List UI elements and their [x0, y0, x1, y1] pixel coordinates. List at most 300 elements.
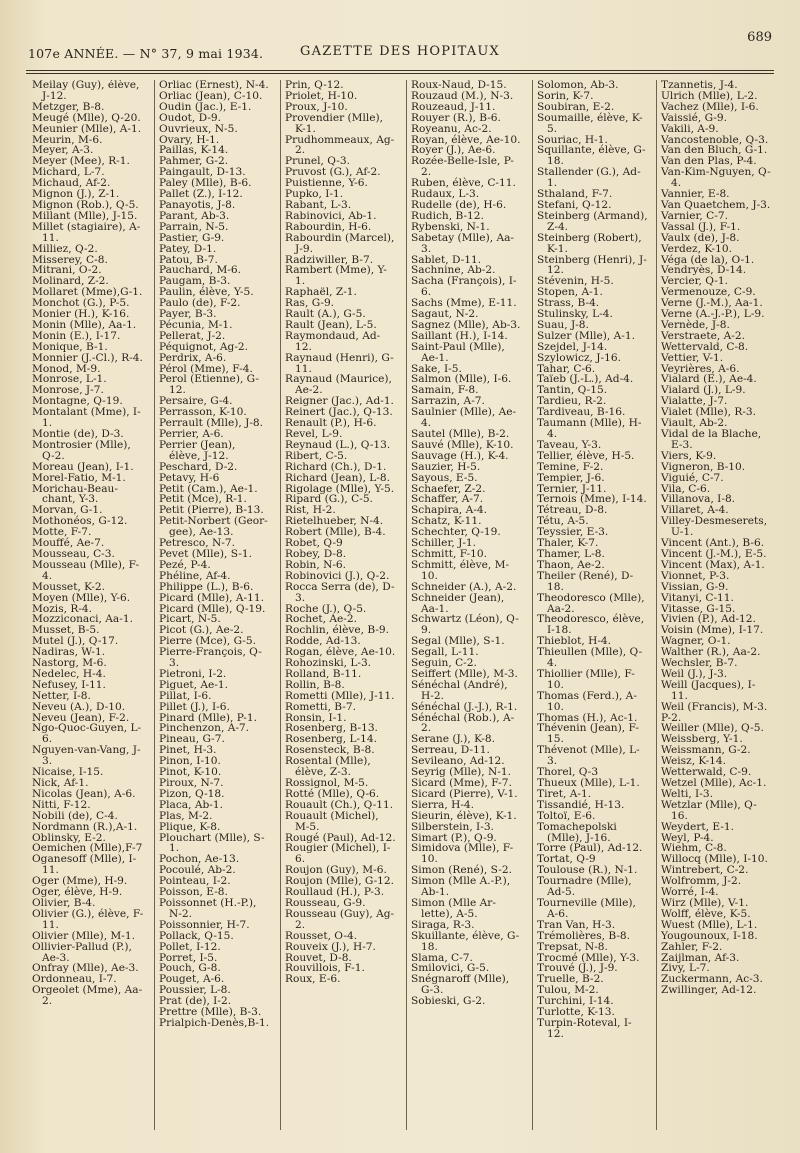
index-entry: Meugé (Mlle), Q-20.	[32, 111, 141, 124]
index-entry: Weiller (Mlle), Q-5.	[661, 722, 764, 735]
index-entry: Vincent (Ant.), B-6.	[661, 537, 765, 550]
index-entry: Rougier (Michel), I-6.	[285, 842, 391, 866]
index-entry: Mitrani, O-2.	[32, 264, 102, 277]
index-entry: Musset, B-5.	[32, 624, 100, 637]
index-entry: Oemichen (Mlle),F-7	[32, 842, 143, 855]
index-entry: Pierre (Mce), G-5.	[159, 635, 256, 648]
index-entry: Viguié, C-7.	[661, 471, 724, 484]
index-entry: Peschard, D-2.	[159, 460, 238, 473]
index-entry: Plas, M-2.	[159, 809, 213, 822]
index-entry: Ribert, C-5.	[285, 449, 348, 462]
index-entry: Schapira, A-4.	[411, 504, 487, 517]
index-entry: Wetzel (Mlle), Ac-1.	[661, 777, 767, 789]
index-entry: Vialatte, J-7.	[661, 395, 728, 408]
index-entry: Schmitt, élève, M-10.	[411, 558, 510, 582]
index-entry: Sierra, H-4.	[411, 798, 475, 811]
index-entry: Stopen, A-1.	[537, 286, 603, 299]
index-entry: Provendier (Mlle), K-1.	[285, 111, 384, 135]
index-entry: Péquignot, Ag-2.	[159, 340, 249, 353]
index-entry: Viers, K-9.	[661, 449, 717, 462]
index-entry: Toulouse (R.), N-1.	[537, 864, 638, 877]
index-entry: Trepsat, N-8.	[537, 940, 608, 953]
index-entry: Perol (Etienne), G-12.	[159, 373, 259, 397]
index-entry: Robet, Q-9	[285, 537, 343, 550]
index-entry: Pinot, K-10.	[159, 766, 222, 779]
index-entry: Schmitt, F-10.	[411, 547, 487, 560]
index-entry: Strass, B-4.	[537, 297, 600, 310]
index-entry: Vassal (J.), F-1.	[661, 220, 741, 233]
index-entry: Vannier, E-8.	[661, 188, 730, 201]
index-column-5	[532, 80, 650, 1130]
index-entry: Pillet (J.), I-6.	[159, 700, 230, 713]
index-entry: Roux-Naud, D-15.	[411, 80, 507, 91]
index-entry: Mothonéos, G-12.	[32, 515, 128, 528]
index-entry: Sicard (Mme), F-7.	[411, 777, 512, 789]
index-entry: Zahler, F-2.	[661, 940, 723, 953]
index-entry: Pillat, I-6.	[159, 689, 212, 702]
index-entry: Plouchart (Mlle), S-1.	[159, 831, 265, 855]
index-entry: Segall, L-11.	[411, 646, 479, 659]
index-entry: Schiller, J-1.	[411, 537, 477, 550]
index-entry: Puistienne, Y-6.	[285, 177, 368, 190]
index-entry: Raphaël, Z-1.	[285, 286, 357, 299]
index-entry: Thieblot, H-4.	[537, 635, 612, 648]
index-entry: Stefani, Q-12.	[537, 198, 612, 211]
issue-info: 107e ANNÉE. — N° 37, 9 mai 1934.	[28, 46, 264, 61]
index-entry: Mutel (J.), Q-17.	[32, 635, 119, 648]
index-entry: Sthaland, F-7.	[537, 188, 613, 201]
index-entry: Ngo-Quoc-Guyen, L-6.	[32, 722, 142, 746]
index-entry: Neveu (A.), D-10.	[32, 700, 126, 713]
index-entry: Rousseau (Guy), Ag-2.	[285, 907, 395, 931]
header-rule	[26, 70, 774, 71]
index-entry: Vitanyi, C-11.	[661, 591, 734, 604]
index-entry: Turchini, I-14.	[537, 995, 614, 1008]
index-entry: Pinard (Mlle), P-1.	[159, 711, 257, 724]
index-entry: Petresco, N-7.	[159, 537, 235, 550]
index-entry: Sake, I-5.	[411, 362, 462, 375]
index-entry: Petit (Pierre), B-13.	[159, 504, 264, 517]
publication-title: GAZETTE DES HOPITAUX	[300, 44, 500, 59]
index-entry: Pinchenzon, A-7.	[159, 722, 250, 735]
index-entry: Theodoresco, élève, I-18.	[537, 613, 645, 637]
index-entry: Rossignol, M-5.	[285, 777, 369, 789]
index-entry: Wolfromm, J-2.	[661, 875, 742, 888]
index-entry: Meunier (Mlle), A-1.	[32, 122, 142, 135]
index-entry: Paulo (de), F-2.	[159, 297, 241, 310]
index-entry: Persaire, G-4.	[159, 395, 233, 408]
index-entry: Tzannetis, J-4.	[661, 80, 738, 91]
index-entry: Robin, N-6.	[285, 558, 347, 571]
index-entry: Sevileano, Ad-12.	[411, 755, 505, 768]
index-entry: Vialard (J.), L-9.	[661, 384, 746, 397]
index-entry: Segal (Mlle), S-1.	[411, 635, 505, 648]
index-entry: Poisson, E-8.	[159, 886, 228, 899]
index-entry: Saillant (H.), I-14.	[411, 329, 508, 342]
index-entry: Wagner, O-1.	[661, 635, 731, 648]
index-entry: Wiehm, C-8.	[661, 842, 727, 855]
index-entry: Zwillinger, Ad-12.	[661, 984, 757, 997]
index-entry: Morel-Fatio, M-1.	[32, 471, 126, 484]
index-entry: Tissandié, H-13.	[537, 798, 625, 811]
index-entry: Mousseau, C-3.	[32, 547, 115, 560]
index-entry: Rudelle (de), H-6.	[411, 198, 507, 211]
index-entry: Oudin (Jac.), E-1.	[159, 100, 252, 113]
index-entry: Nastorg, M-6.	[32, 657, 107, 670]
index-entry: Weil (Francis), M-3.	[661, 700, 768, 713]
index-entry: Millet (stagiaire), A-11.	[32, 220, 141, 244]
index-entry: Raymondaud, Ad-12.	[285, 329, 381, 353]
index-entry: Rotté (Mlle), Q-6.	[285, 787, 380, 800]
index-entry: Varnier, C-7.	[661, 209, 728, 222]
index-entry: Meilay (Guy), élève, J-12.	[32, 80, 140, 102]
index-entry: Roujon (Guy), M-6.	[285, 864, 387, 877]
index-entry: Meurin, M-6.	[32, 133, 103, 146]
index-entry: Renault (P.), H-6.	[285, 417, 377, 430]
index-entry: Pupko, I-1.	[285, 188, 344, 201]
index-entry: Oger, élève, H-9.	[32, 886, 123, 899]
index-entry: Rouault (Michel), M-5.	[285, 809, 379, 833]
index-entry: Simidova (Mlle), F-10.	[411, 842, 514, 866]
index-entry: Prunel, Q-3.	[285, 155, 350, 168]
index-entry: Mignon (J.), Z-1.	[32, 188, 120, 201]
index-entry: Wolff, élève, K-5.	[661, 907, 751, 920]
index-entry: Ras, G-9.	[285, 297, 335, 310]
index-entry: Villaret, A-4.	[661, 504, 729, 517]
index-entry: Piguet, Ae-1.	[159, 678, 228, 691]
index-entry: Montrosier (Mlle), Q-2.	[32, 438, 131, 462]
index-entry: Olivier (G.), élève, F-11.	[32, 907, 144, 931]
index-entry: Schaefer, Z-2.	[411, 482, 486, 495]
index-entry: Sauvage (H.), K-4.	[411, 449, 509, 462]
index-entry: Reynaud (L.), Q-13.	[285, 438, 391, 451]
index-entry: Mozziconaci, Aa-1.	[32, 613, 133, 626]
index-entry: Moyen (Mlle), Y-6.	[32, 591, 131, 604]
index-entry: Willocq (Mlle), I-10.	[661, 853, 768, 866]
index-entry: Stallender (G.), Ad-1.	[537, 166, 641, 190]
index-entry: Weisz, K-14.	[661, 755, 727, 768]
index-entry: Wettervald, C-8.	[661, 340, 749, 353]
index-entry: Morvan, G-1.	[32, 504, 103, 517]
index-entry: Ollivier-Pallud (P.), Ae-3.	[32, 940, 132, 964]
index-entry: Royer (J.), Ae-6.	[411, 144, 496, 157]
index-entry: Sachnine, Ab-2.	[411, 264, 496, 277]
index-entry: Nitti, F-12.	[32, 798, 91, 811]
index-entry: Rosenberg, L-14.	[285, 733, 377, 746]
index-entry: Petit (Cam.), Ae-1.	[159, 482, 258, 495]
index-entry: Pauchard, M-6.	[159, 264, 241, 277]
index-entry: P-2.	[661, 711, 682, 724]
index-entry: Rosenberg, B-13.	[285, 722, 378, 735]
index-entry: Sagaut, N-2.	[411, 308, 479, 321]
index-entry: Orgeolet (Mme), Aa-2.	[32, 984, 143, 1008]
index-entry: Rouyer (R.), B-6.	[411, 111, 501, 124]
index-entry: Samain, F-8.	[411, 384, 479, 397]
index-entry: Serane (J.), K-8.	[411, 733, 495, 746]
index-entry: Rambert (Mme), Y-1.	[285, 264, 387, 288]
index-entry: Worré, I-4.	[661, 886, 719, 899]
index-entry: Temine, F-2.	[537, 460, 604, 473]
index-entry: Zuckermann, Ac-3.	[661, 973, 763, 986]
index-entry: Verne (A.-J.-P.), L-9.	[661, 308, 765, 321]
index-entry: Saulnier (Mlle), Ae-4.	[411, 406, 517, 430]
index-entry: Wirz (Mlle), V-1.	[661, 896, 749, 909]
index-entry: Radziwiller, B-7.	[285, 253, 374, 266]
index-entry: Sorin, K-7.	[537, 89, 594, 102]
index-entry: Roujon (Mlle), G-12.	[285, 875, 395, 888]
index-entry: Perrier, A-6.	[159, 428, 224, 440]
index-entry: Patey, D-1.	[159, 242, 217, 255]
index-entry: Vancostenoble, Q-3.	[661, 133, 769, 146]
index-entry: Rietelhueber, N-4.	[285, 515, 384, 528]
index-entry: Rist, H-2.	[285, 504, 336, 517]
index-entry: Monrose, J-7.	[32, 384, 104, 397]
index-column-4	[406, 80, 524, 1130]
index-entry: Roche (J.), Q-5.	[285, 602, 367, 615]
index-entry: Tétu, A-5.	[537, 515, 589, 528]
index-entry: Poissonnier, H-7.	[159, 918, 250, 931]
index-entry: Sachs (Mme), E-11.	[411, 297, 517, 310]
index-entry: Monnier (J.-Cl.), R-4.	[32, 351, 143, 364]
index-entry: Steinberg (Robert), K-1.	[537, 231, 642, 255]
index-entry: Verne (J.-M.), Aa-1.	[661, 297, 763, 310]
index-entry: Sieurin, élève), K-1.	[411, 809, 517, 822]
index-entry: Rouault (Ch.), Q-11.	[285, 798, 394, 811]
page-header	[28, 30, 772, 66]
index-entry: Sauzier, H-5.	[411, 460, 481, 473]
index-entry: Priolet, H-10.	[285, 89, 358, 102]
index-entry: Tulou, M-2.	[537, 984, 599, 997]
index-entry: Thorel, Q-3	[537, 766, 599, 779]
index-entry: Raynaud (Henri), G-11.	[285, 351, 394, 375]
index-entry: Poussier, L-8.	[159, 984, 231, 997]
index-entry: Thévenot (Mlle), L-3.	[537, 744, 640, 768]
index-entry: Pérol (Mme), F-4.	[159, 362, 253, 375]
index-entry: Rousset, O-4.	[285, 929, 358, 942]
index-entry: Picard (Mlle), Q-19.	[159, 602, 266, 615]
index-entry: Ternier, J-11.	[537, 482, 607, 495]
index-entry: Veyrières, A-6.	[661, 362, 740, 375]
index-entry: Tantin, Q-15.	[537, 384, 608, 397]
index-entry: Perrier (Jean), élève, J-12.	[159, 438, 236, 462]
index-entry: Monchot (G.), P-5.	[32, 297, 130, 310]
index-entry: Parant, Ab-3.	[159, 209, 230, 222]
index-entry: Simon (René), S-2.	[411, 864, 512, 877]
index-entry: Schneider (Jean), Aa-1.	[411, 591, 505, 615]
index-entry: Pouch, G-8.	[159, 962, 221, 975]
index-entry: Vitasse, G-15.	[661, 602, 736, 615]
index-entry: Sagnez (Mlle), Ab-3.	[411, 318, 521, 331]
index-entry: Stévenin, H-5.	[537, 275, 614, 288]
index-entry: Toltoï, E-6.	[537, 809, 596, 822]
index-entry: Schaffer, A-7.	[411, 493, 484, 506]
index-column-3	[280, 80, 398, 1130]
index-entry: Thaler, K-7.	[537, 537, 599, 550]
index-entry: Perrasson, K-10.	[159, 406, 247, 419]
index-entry: Rouzaud (M.), N-3.	[411, 89, 514, 102]
index-entry: Oudot, D-9.	[159, 111, 222, 124]
index-entry: Tortat, Q-9	[537, 853, 596, 866]
index-entry: Thaon, Ae-2.	[537, 558, 605, 571]
index-entry: Rudich, B-12.	[411, 209, 484, 222]
index-entry: Rudaux, L-3.	[411, 188, 480, 201]
index-entry: Sénéchal (J.-J.), R-1.	[411, 700, 518, 713]
index-entry: Taveau, Y-3.	[537, 438, 602, 451]
index-entry: Thomas (H.), Ac-1.	[537, 711, 638, 724]
index-entry: Monod, M-9.	[32, 362, 101, 375]
index-entry: Rouvillois, F-1.	[285, 962, 365, 975]
index-entry: Serreau, D-11.	[411, 744, 490, 757]
index-entry: Vialard (E.), Ae-4.	[661, 373, 757, 386]
index-entry: Wuest (Mlle), L-1.	[661, 918, 758, 931]
index-entry: Rabant, L-3.	[285, 198, 352, 211]
index-entry: Vakili, A-9.	[661, 122, 719, 135]
index-entry: Schechter, Q-19.	[411, 526, 501, 539]
index-entry: Trocmé (Mlle), Y-3.	[537, 951, 640, 964]
index-entry: Verdez, K-10.	[661, 242, 732, 255]
index-entry: Rollin, B-8.	[285, 678, 345, 691]
index-entry: Rousseau, G-9.	[285, 896, 366, 909]
index-entry: Rosental (Mlle), élève, Z-3.	[285, 755, 371, 779]
index-entry: Sénéchal (André), H-2.	[411, 678, 508, 702]
index-entry: Vialet (Mlle), R-3.	[661, 406, 757, 419]
index-entry: Neveu (Jean), F-2.	[32, 711, 130, 724]
index-entry: Viault, Ab-2.	[661, 417, 728, 430]
index-entry: Morichau-Beau-chant, Y-3.	[32, 482, 118, 506]
index-entry: Salmon (Mlle), I-6.	[411, 373, 512, 386]
index-entry: Sautel (Mlle), B-2.	[411, 428, 510, 440]
index-entry: Rohozinski, L-3.	[285, 657, 372, 670]
index-entry: Ternois (Mme), I-14.	[537, 493, 647, 506]
index-entry: Sauvé (Mlle), K-10.	[411, 438, 514, 451]
index-entry: Reinert (Jac.), Q-13.	[285, 406, 393, 419]
index-entry: Mouffé, Ae-7.	[32, 537, 105, 550]
index-entry: Van Quaetchem, J-3.	[661, 198, 771, 211]
index-entry: Vaissié, G-9.	[661, 111, 727, 124]
index-entry: Wetzlar (Mlle), Q-16.	[661, 798, 757, 822]
index-entry: Piroux, N-7.	[159, 777, 224, 789]
index-entry: Suau, J-8.	[537, 318, 589, 331]
index-entry: Rault (A.), G-5.	[285, 308, 366, 321]
index-entry: Robinovici (J.), Q-2.	[285, 569, 390, 582]
index-entry: Roullaud (H.), P-3.	[285, 886, 385, 899]
index-entry: Paulin, élève, Y-5.	[159, 286, 254, 299]
index-entry: Monrose, L-1.	[32, 373, 107, 386]
index-entry: Vercier, Q-1.	[661, 275, 728, 288]
index-entry: Picard (Mlle), A-11.	[159, 591, 264, 604]
index-entry: Oger (Mme), H-9.	[32, 875, 128, 888]
index-column-2	[154, 80, 272, 1130]
index-entry: Wintrebert, C-2.	[661, 864, 749, 877]
index-entry: Prialpich-Denès,B-1.	[159, 1016, 270, 1029]
index-entry: Thiollier (Mlle), F-10.	[537, 667, 635, 691]
index-entry: Van den Bluch, G-1.	[661, 144, 768, 157]
index-entry: Mousset, K-2.	[32, 580, 106, 593]
index-entry: Raynaud (Maurice), Ae-2.	[285, 373, 392, 397]
index-entry: Oblinsky, E-2.	[32, 831, 106, 844]
index-entry: Sacha (François), I-6.	[411, 275, 517, 299]
index-entry: Richard (Ch.), D-1.	[285, 460, 387, 473]
index-entry: Pinon, I-10.	[159, 755, 221, 768]
index-entry: Rabourdin (Marcel), J-9.	[285, 231, 395, 255]
index-entry: Wetterwald, C-9.	[661, 766, 752, 779]
index-entry: Perrault (Mlle), J-8.	[159, 417, 264, 430]
index-entry: Nedelec, H-4.	[32, 667, 106, 680]
index-entry: Vivien (P.), Ad-12.	[661, 613, 756, 626]
index-entry: Rybenski, N-1.	[411, 220, 490, 233]
index-entry: Weill (Jacques), I-11.	[661, 678, 756, 702]
index-entry: Rochet, Ae-2.	[285, 613, 357, 626]
index-entry: Tardiveau, B-16.	[537, 406, 626, 419]
index-entry: Pollack, Q-15.	[159, 929, 234, 942]
index-entry: Pierre-François, Q-3.	[159, 646, 262, 670]
index-entry: Petit (Mce), R-1.	[159, 493, 247, 506]
index-entry: Nicaise, I-15.	[32, 766, 104, 779]
index-entry: Phéline, Af-4.	[159, 569, 231, 582]
index-entry: Moreau (Jean), I-1.	[32, 460, 134, 473]
index-entry: Netter, I-8.	[32, 689, 91, 702]
index-entry: Tellier, élève, H-5.	[537, 449, 635, 462]
index-entry: Seiffert (Mlle), M-3.	[411, 667, 518, 680]
index-entry: Schatz, K-11.	[411, 515, 482, 528]
index-entry: Weissmann, G-2.	[661, 744, 751, 757]
index-entry: Montagne, Q-19.	[32, 395, 123, 408]
index-entry: Paingault, D-13.	[159, 166, 246, 179]
index-column-1	[28, 80, 146, 1130]
index-entry: Rougé (Paul), Ad-12.	[285, 831, 396, 844]
index-entry: Perdrix, A-6.	[159, 351, 227, 364]
index-entry: Vidal de la Blache, E-3.	[661, 428, 762, 451]
index-entry: Thieullen (Mlle), Q-4.	[537, 646, 643, 670]
index-entry: Rochlin, élève, B-9.	[285, 624, 390, 637]
index-entry: Seyrig (Mlle), N-1.	[411, 766, 511, 779]
index-entry: Taumann (Mlle), H-4.	[537, 417, 642, 440]
index-entry: Picot (G.), Ae-2.	[159, 624, 244, 637]
index-entry: Pocoulé, Ab-2.	[159, 864, 236, 877]
index-entry: Prat (de), I-2.	[159, 995, 232, 1008]
index-entry: Parrain, N-5.	[159, 220, 229, 233]
index-entry: Simon (Mlle A.-P.), Ab-1.	[411, 875, 511, 899]
index-entry: Nordmann (R.),A-1.	[32, 820, 138, 833]
index-entry: Turlotte, K-13.	[537, 1006, 615, 1019]
index-entry: Véga (de la), O-1.	[661, 253, 755, 266]
index-entry: Paugam, B-3.	[159, 275, 231, 288]
index-entry: Picart, N-5.	[159, 613, 221, 626]
index-entry: Schneider (A.), A-2.	[411, 580, 517, 593]
index-entry: Vila, C-6.	[661, 482, 711, 495]
index-entry: Trouvé (J.), J-9.	[537, 962, 618, 975]
index-entry: Slama, C-7.	[411, 951, 473, 964]
index-entry: Monin (Mlle), Aa-1.	[32, 318, 137, 331]
index-entry: Meyer, A-3.	[32, 144, 94, 157]
index-entry: Vernède, J-8.	[661, 318, 730, 331]
index-entry: Van-Kim-Nguyen, Q-4.	[661, 166, 771, 190]
index-entry: Ripard (G.), C-5.	[285, 493, 373, 506]
index-entry: Theiler (René), D-18.	[537, 569, 634, 593]
index-entry: Millant (Mlle), J-15.	[32, 209, 138, 222]
index-entry: Simart (P.), Q-9.	[411, 831, 497, 844]
index-entry: Weil (J.), J-3.	[661, 667, 728, 680]
index-entry: Ovary, H-1.	[159, 133, 220, 146]
index-columns	[28, 80, 774, 1130]
index-entry: Tétreau, D-8.	[537, 504, 608, 517]
index-entry: Szejdel, J-14.	[537, 340, 608, 353]
index-entry: Rodde, Ad-13.	[285, 635, 361, 648]
index-entry: Petavy, H-6	[159, 471, 220, 484]
index-entry: Philippe (L.), B-6.	[159, 580, 254, 593]
index-entry: Metzger, B-8.	[32, 100, 105, 113]
index-entry: Plique, K-8.	[159, 820, 221, 833]
